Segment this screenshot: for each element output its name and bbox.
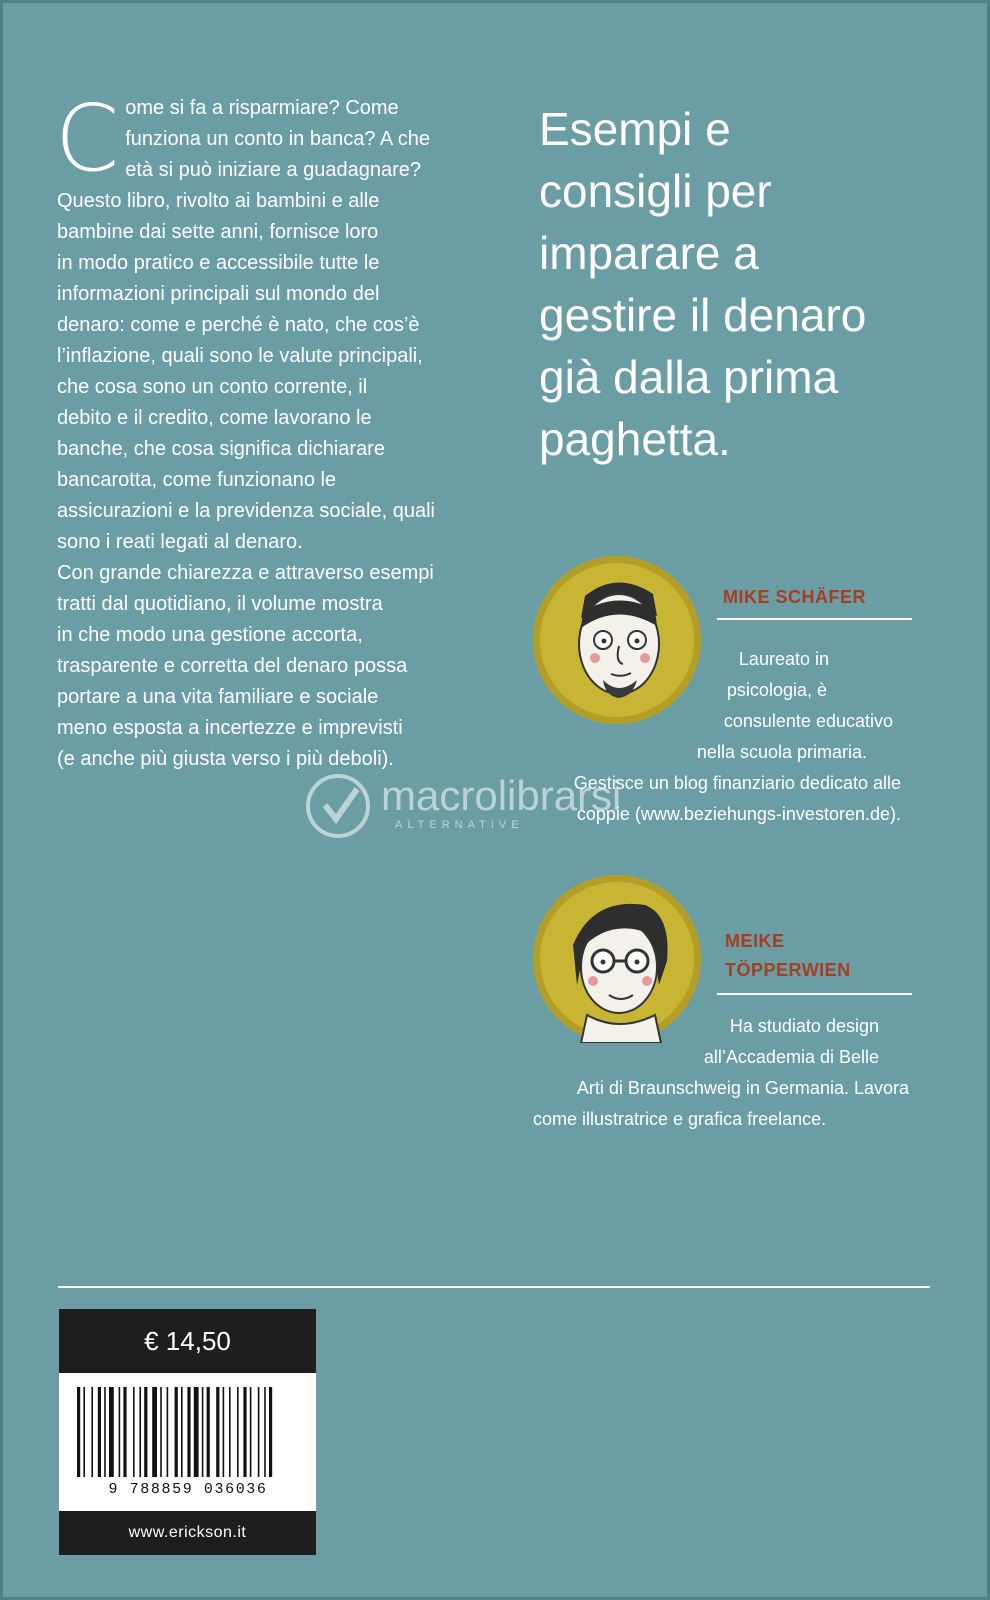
bottom-divider: [58, 1286, 930, 1288]
blurb-line: trasparente e corretta del denaro possa: [57, 655, 408, 677]
barcode-bar: [181, 1387, 183, 1477]
bio-line: Ha studiato design: [729, 1016, 879, 1036]
blurb-line: ome si fa a risparmiare? Come: [125, 97, 399, 119]
price-label: € 14,50: [59, 1309, 316, 1373]
blurb-line: meno esposta a incertezze e imprevisti: [57, 717, 403, 739]
barcode-bar: [109, 1387, 114, 1477]
blurb-line: funziona un conto in banca? A che: [125, 128, 430, 150]
barcode-bar: [223, 1387, 225, 1477]
bio-line: consulente educativo: [723, 711, 893, 731]
barcode-bar: [167, 1387, 169, 1477]
author-name-mike: MIKE SCHÄFER: [723, 587, 867, 607]
barcode-bar: [243, 1387, 246, 1477]
blurb-line: sono i reati legati al denaro.: [57, 531, 303, 553]
blurb-text: [55, 85, 497, 775]
tagline-line: consigli per: [539, 165, 772, 217]
blurb-line: debito e il credito, come lavorano le: [57, 407, 372, 429]
author-divider: [717, 993, 912, 995]
blurb-line: in che modo una gestione accorta,: [57, 624, 363, 646]
barcode-bar: [152, 1387, 157, 1477]
barcode-bar: [187, 1387, 190, 1477]
barcode-bar: [269, 1387, 272, 1477]
blurb-line: che cosa sono un conto corrente, il: [57, 376, 368, 398]
blurb-line: bambine dai sette anni, fornisce loro: [57, 221, 379, 243]
blurb-line: (e anche più giusta verso i più deboli).: [57, 748, 394, 770]
blurb-line: tratti dal quotidiano, il volume mostra: [57, 593, 383, 615]
barcode-bar: [264, 1387, 266, 1477]
blurb-line: Con grande chiarezza e attraverso esempi: [57, 562, 434, 584]
barcode-bar: [139, 1387, 141, 1477]
blurb-line: portare a una vita familiare e sociale: [57, 686, 379, 708]
barcode-bars-icon: [59, 1373, 316, 1483]
bio-line: psicologia, è: [726, 680, 827, 700]
author-name-meike-first: MEIKE: [725, 931, 785, 951]
barcode-bar: [83, 1387, 85, 1477]
blurb-line: bancarotta, come funzionano le: [57, 469, 337, 491]
blurb-line: banche, che cosa significa dichiarare: [57, 438, 385, 460]
blurb-line: denaro: come e perché è nato, che cos’è: [57, 314, 420, 336]
bio-line: Gestisce un blog finanziario dedicato alle: [573, 773, 901, 793]
blurb-line: età si può iniziare a guadagnare?: [125, 159, 422, 181]
tagline-line: già dalla prima: [539, 351, 839, 403]
barcode-bar: [98, 1387, 101, 1477]
author-bio-meike: [523, 1011, 909, 1135]
leaf-logo-icon: [303, 771, 373, 841]
tagline: [539, 98, 939, 470]
bio-line: all’Accademia di Belle: [703, 1047, 879, 1067]
barcode-bar: [258, 1387, 260, 1477]
blurb-line: Questo libro, rivolto ai bambini e alle: [57, 190, 380, 212]
barcode: [59, 1373, 316, 1511]
tagline-line: paghetta.: [539, 413, 731, 465]
bio-line: nella scuola primaria.: [696, 742, 867, 762]
tagline-line: Esempi e: [539, 103, 731, 155]
barcode-bar: [175, 1387, 178, 1477]
barcode-bar: [133, 1387, 135, 1477]
bio-line: Arti di Braunschweig in Germania. Lavora: [576, 1078, 909, 1098]
barcode-bar: [119, 1387, 121, 1477]
barcode-bar: [123, 1387, 126, 1477]
barcode-bar: [207, 1387, 210, 1477]
barcode-bar: [202, 1387, 204, 1477]
barcode-bar: [229, 1387, 231, 1477]
bio-line: Laureato in: [738, 649, 829, 669]
barcode-bar: [160, 1387, 162, 1477]
blurb-line: in modo pratico e accessibile tutte le: [57, 252, 380, 274]
blurb-line: l’inflazione, quali sono le valute principali,: [57, 345, 423, 367]
barcode-bar: [91, 1387, 93, 1477]
watermark: [303, 771, 723, 841]
barcode-bar: [250, 1387, 252, 1477]
author-divider: [717, 618, 912, 620]
tagline-line: imparare a: [539, 227, 759, 279]
bio-line: come illustratrice e grafica freelance.: [533, 1109, 827, 1129]
barcode-bar: [237, 1387, 239, 1477]
bio-line: coppie (www.beziehungs-investoren.de).: [576, 804, 901, 824]
barcode-bar: [216, 1387, 219, 1477]
isbn-number: 9 788859 036036: [108, 1481, 268, 1498]
blurb-line: informazioni principali sul mondo del: [57, 283, 380, 305]
barcode-bar: [77, 1387, 80, 1477]
watermark-sub: ALTERNATIVE: [395, 819, 524, 831]
drop-cap: C: [55, 85, 120, 192]
tagline-line: gestire il denaro: [539, 289, 867, 341]
barcode-bar: [144, 1387, 147, 1477]
watermark-brand: macrolibrarsi: [381, 772, 622, 819]
blurb-line: assicurazioni e la previdenza sociale, quali: [57, 500, 435, 522]
barcode-bar: [194, 1387, 199, 1477]
publisher-url: www.erickson.it: [59, 1511, 316, 1555]
author-name-meike-last: TÖPPERWIEN: [725, 960, 851, 980]
barcode-bar: [104, 1387, 106, 1477]
